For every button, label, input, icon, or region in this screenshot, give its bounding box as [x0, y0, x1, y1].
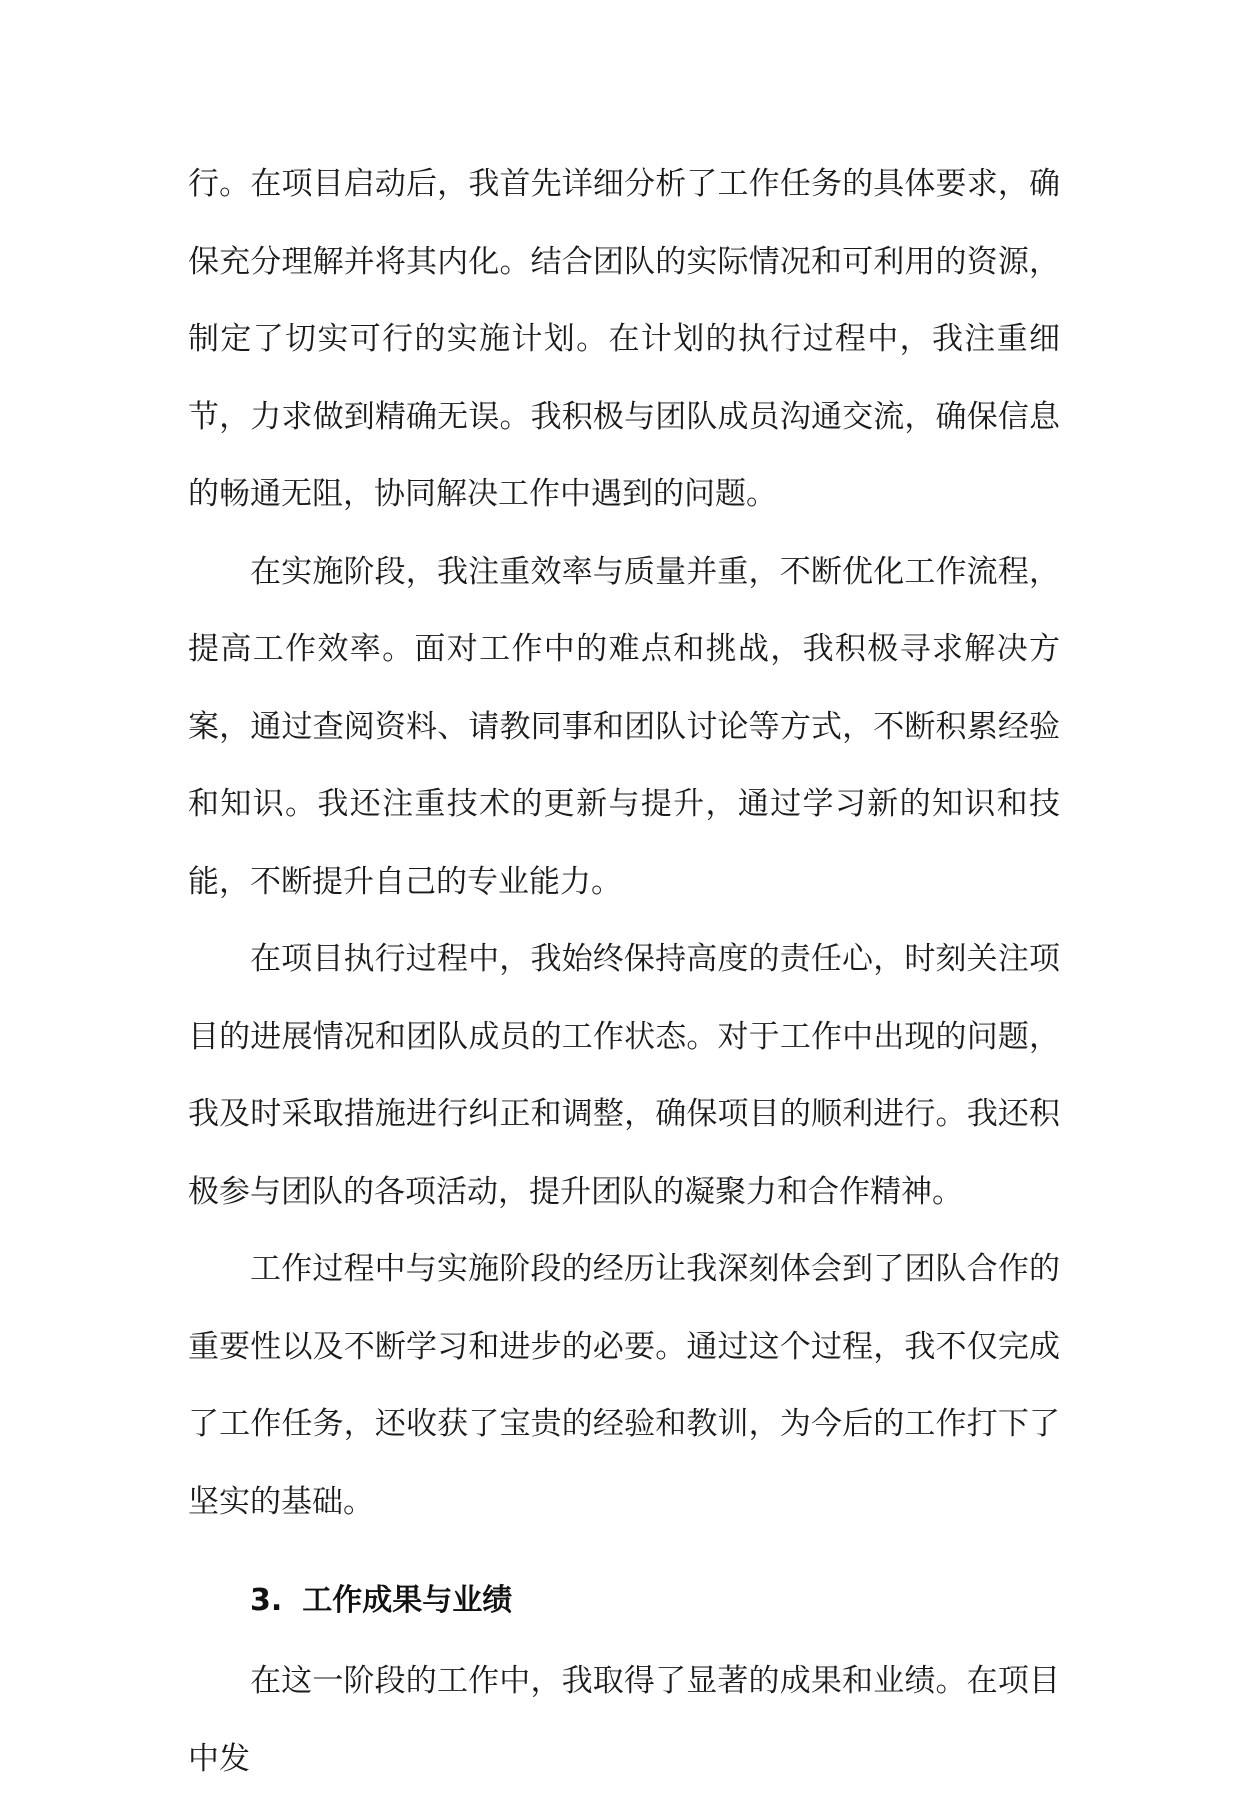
- paragraph-results: 在这一阶段的工作中，我取得了显著的成果和业绩。在项目中发: [188, 1663, 1060, 1777]
- paragraph-continuation: 行。在项目启动后，我首先详细分析了工作任务的具体要求，确保充分理解并将其内化。结合团队的实际情况和可利用的资源，制定了切实可行的实施计划。在计划的执行过程中，我注重细节，力求做到精确无误。我积极与团队成员沟通交流，确保信息的畅通无阻，协同解决工作中遇到的问题。: [188, 166, 1060, 512]
- paragraph-summary: 工作过程中与实施阶段的经历让我深刻体会到了团队合作的重要性以及不断学习和进步的必要。通过这个过程，我不仅完成了工作任务，还收获了宝贵的经验和教训，为今后的工作打下了坚实的基础。: [188, 1251, 1060, 1520]
- document-body: [188, 146, 1060, 1798]
- paragraph-implementation: 在实施阶段，我注重效率与质量并重，不断优化工作流程，提高工作效率。面对工作中的难点和挑战，我积极寻求解决方案，通过查阅资料、请教同事和团队讨论等方式，不断积累经验和知识。我还注重技术的更新与提升，通过学习新的知识和技能，不断提升自己的专业能力。: [188, 553, 1060, 900]
- section-heading: [188, 1559, 1060, 1643]
- section-title: 工作成果与业绩: [302, 1583, 513, 1618]
- section-number: 3.: [250, 1583, 283, 1618]
- paragraph-responsibility: 在项目执行过程中，我始终保持高度的责任心，时刻关注项目的进展情况和团队成员的工作状态。对于工作中出现的问题，我及时采取措施进行纠正和调整，确保项目的顺利进行。我还积极参与团队的各项活动，提升团队的凝聚力和合作精神。: [188, 941, 1060, 1210]
